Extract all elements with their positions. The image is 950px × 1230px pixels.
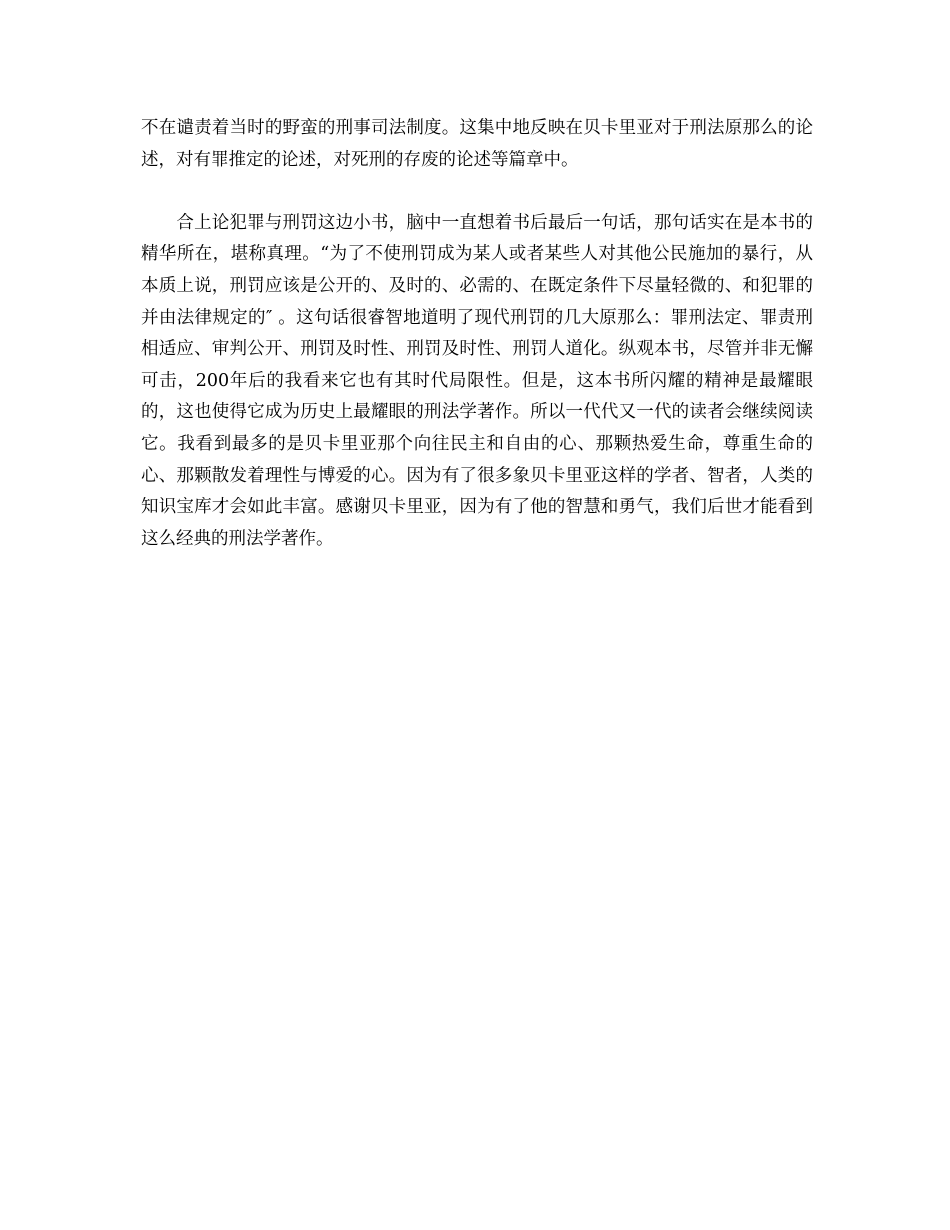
paragraph-conclusion: 合上论犯罪与刑罚这边小书，脑中一直想着书后最后一句话，那句话实在是本书的精华所在，堪称真理。“为了不使刑罚成为某人或者某些人对其他公民施加的暴行，从本质上说，刑罚应该是公开的、及时的、必需的、在既定条件下尽量轻微的、和犯罪的并由法律规定的″ 。这句话很睿智地道明了现代刑罚的几大原那么：罪刑法定、罪责刑相适应、审判公开、刑罚及时性、刑罚及时性、刑罚人道化。纵观本书，尽管并非无懈可击，200年后的我看来它也有其时代局限性。但是，这本书所闪耀的精神是最耀眼的，这也使得它成为历史上最耀眼的刑法学著作。所以一代代又一代的读者会继续阅读它。我看到最多的是贝卡里亚那个向往民主和自由的心、那颗热爱生命，尊重生命的心、那颗散发着理性与博爱的心。因为有了很多象贝卡里亚这样的学者、智者，人类的知识宝库才会如此丰富。感谢贝卡里亚，因为有了他的智慧和勇气，我们后世才能看到这么经典的刑法学著作。 <box>141 212 813 549</box>
paragraph-continuation: 不在谴责着当时的野蛮的刑事司法制度。这集中地反映在贝卡里亚对于刑法原那么的论述，对有罪推定的论述，对死刑的存废的论述等篇章中。 <box>141 118 813 170</box>
paragraph-spacer <box>141 176 813 208</box>
document-body <box>141 113 813 555</box>
